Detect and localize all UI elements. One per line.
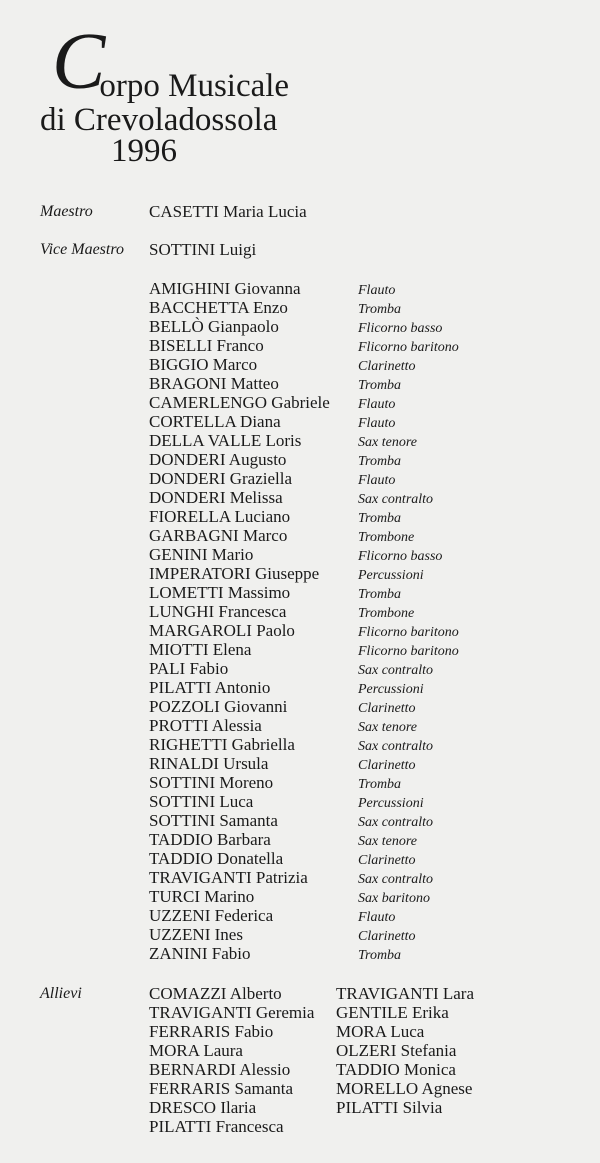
- member-name: DONDERI Melissa: [149, 488, 283, 507]
- member-instrument: Tromba: [358, 378, 402, 393]
- allievo-name: MORA Laura: [149, 1041, 243, 1060]
- member-instrument: Percussioni: [358, 568, 424, 583]
- member-name: BISELLI Franco: [149, 336, 264, 355]
- member-name: BIGGIO Marco: [149, 355, 258, 374]
- member-row: [0, 868, 600, 887]
- member-row: [0, 887, 600, 906]
- member-instrument: Percussioni: [358, 682, 424, 697]
- member-name: ZANINI Fabio: [149, 944, 251, 963]
- member-row: [0, 545, 600, 564]
- member-name: MARGAROLI Paolo: [149, 621, 295, 640]
- member-name: TADDIO Donatella: [149, 849, 284, 868]
- member-instrument: Sax tenore: [358, 720, 417, 735]
- member-row: [0, 849, 600, 868]
- member-row: [0, 773, 600, 792]
- member-instrument: Tromba: [358, 302, 402, 317]
- allievo-name: MORA Luca: [336, 1022, 425, 1041]
- member-instrument: Sax contralto: [358, 872, 434, 887]
- member-instrument: Tromba: [358, 948, 402, 963]
- allievo-name: TRAVIGANTI Geremia: [149, 1003, 315, 1022]
- member-row: [0, 450, 600, 469]
- member-name: DONDERI Augusto: [149, 450, 287, 469]
- member-row: [0, 564, 600, 583]
- title-line-1-text: orpo Musicale: [99, 68, 290, 104]
- member-name: GARBAGNI Marco: [149, 526, 288, 545]
- member-instrument: Flicorno baritono: [358, 340, 459, 355]
- title-year: 1996: [111, 133, 177, 169]
- member-name: FIORELLA Luciano: [149, 507, 291, 526]
- allievo-name: COMAZZI Alberto: [149, 984, 282, 1003]
- member-instrument: Sax baritono: [358, 891, 430, 906]
- role-vice-maestro-label: Vice Maestro: [40, 241, 124, 258]
- member-row: [0, 754, 600, 773]
- member-row: [0, 640, 600, 659]
- allievo-name: MORELLO Agnese: [336, 1079, 473, 1098]
- member-instrument: Tromba: [358, 777, 402, 792]
- member-name: LOMETTI Massimo: [149, 583, 291, 602]
- member-instrument: Flauto: [358, 283, 396, 298]
- allievo-name: GENTILE Erika: [336, 1003, 449, 1022]
- member-row: [0, 583, 600, 602]
- allievi-column-1: [149, 984, 314, 1136]
- member-row: [0, 830, 600, 849]
- member-name: AMIGHINI Giovanna: [149, 279, 301, 298]
- member-name: DONDERI Graziella: [149, 469, 293, 488]
- vice-maestro-name: SOTTINI Luigi: [149, 240, 257, 259]
- member-name: UZZENI Federica: [149, 906, 274, 925]
- member-row: [0, 431, 600, 450]
- member-instrument: Clarinetto: [358, 359, 416, 374]
- allievo-name: TRAVIGANTI Lara: [336, 984, 475, 1003]
- member-instrument: Sax contralto: [358, 492, 434, 507]
- member-row: [0, 735, 600, 754]
- title-line-2: di Crevoladossola: [40, 102, 278, 138]
- member-name: SOTTINI Samanta: [149, 811, 278, 830]
- member-name: CORTELLA Diana: [149, 412, 281, 431]
- member-instrument: Flicorno basso: [358, 549, 443, 564]
- allievo-name: DRESCO Ilaria: [149, 1098, 257, 1117]
- member-name: BACCHETTA Enzo: [149, 298, 288, 317]
- title-line-1: [52, 18, 290, 106]
- member-name: PILATTI Antonio: [149, 678, 271, 697]
- member-instrument: Flauto: [358, 473, 396, 488]
- allievo-name: FERRARIS Samanta: [149, 1079, 294, 1098]
- member-instrument: Flauto: [358, 910, 396, 925]
- member-instrument: Tromba: [358, 511, 402, 526]
- allievi-label: Allievi: [40, 985, 82, 1002]
- member-row: [0, 526, 600, 545]
- member-name: TRAVIGANTI Patrizia: [149, 868, 308, 887]
- member-instrument: Clarinetto: [358, 929, 416, 944]
- member-name: POZZOLI Giovanni: [149, 697, 288, 716]
- member-row: [0, 621, 600, 640]
- member-name: TADDIO Barbara: [149, 830, 271, 849]
- member-instrument: Flauto: [358, 416, 396, 431]
- member-name: CAMERLENGO Gabriele: [149, 393, 330, 412]
- member-name: SOTTINI Luca: [149, 792, 254, 811]
- allievo-name: TADDIO Monica: [336, 1060, 456, 1079]
- member-row: [0, 393, 600, 412]
- member-row: [0, 317, 600, 336]
- member-name: PALI Fabio: [149, 659, 229, 678]
- member-instrument: Clarinetto: [358, 758, 416, 773]
- member-name: PROTTI Alessia: [149, 716, 262, 735]
- member-row: [0, 697, 600, 716]
- member-row: [0, 412, 600, 431]
- allievo-name: PILATTI Francesca: [149, 1117, 284, 1136]
- member-name: BRAGONI Matteo: [149, 374, 279, 393]
- member-row: [0, 811, 600, 830]
- member-instrument: Trombone: [358, 606, 415, 621]
- member-instrument: Flicorno baritono: [358, 625, 459, 640]
- member-row: [0, 678, 600, 697]
- member-instrument: Sax tenore: [358, 834, 417, 849]
- member-instrument: Clarinetto: [358, 853, 416, 868]
- member-name: UZZENI Ines: [149, 925, 243, 944]
- member-instrument: Sax contralto: [358, 815, 434, 830]
- member-row: [0, 944, 600, 963]
- member-name: BELLÒ Gianpaolo: [149, 317, 279, 336]
- member-row: [0, 488, 600, 507]
- allievo-name: PILATTI Silvia: [336, 1098, 443, 1117]
- allievo-name: FERRARIS Fabio: [149, 1022, 274, 1041]
- maestro-name: CASETTI Maria Lucia: [149, 202, 307, 221]
- member-row: [0, 374, 600, 393]
- member-name: IMPERATORI Giuseppe: [149, 564, 320, 583]
- member-row: [0, 355, 600, 374]
- member-instrument: Sax tenore: [358, 435, 417, 450]
- member-name: DELLA VALLE Loris: [149, 431, 302, 450]
- member-instrument: Flicorno baritono: [358, 644, 459, 659]
- members-list: [0, 279, 600, 963]
- member-row: [0, 716, 600, 735]
- member-row: [0, 298, 600, 317]
- role-maestro-label: Maestro: [40, 203, 93, 220]
- member-instrument: Sax contralto: [358, 739, 434, 754]
- member-instrument: Percussioni: [358, 796, 424, 811]
- member-row: [0, 906, 600, 925]
- member-instrument: Tromba: [358, 454, 402, 469]
- member-name: TURCI Marino: [149, 887, 255, 906]
- member-name: RIGHETTI Gabriella: [149, 735, 295, 754]
- member-row: [0, 507, 600, 526]
- member-name: MIOTTI Elena: [149, 640, 252, 659]
- allievo-name: BERNARDI Alessio: [149, 1060, 291, 1079]
- member-row: [0, 336, 600, 355]
- member-instrument: Trombone: [358, 530, 415, 545]
- member-row: [0, 602, 600, 621]
- member-name: LUNGHI Francesca: [149, 602, 287, 621]
- member-instrument: Sax contralto: [358, 663, 434, 678]
- member-row: [0, 469, 600, 488]
- title-initial: C: [52, 18, 106, 106]
- member-row: [0, 279, 600, 298]
- member-name: GENINI Mario: [149, 545, 254, 564]
- member-instrument: Tromba: [358, 587, 402, 602]
- member-instrument: Clarinetto: [358, 701, 416, 716]
- member-name: RINALDI Ursula: [149, 754, 269, 773]
- allievi-column-2: [336, 984, 474, 1117]
- member-row: [0, 792, 600, 811]
- member-instrument: Flauto: [358, 397, 396, 412]
- allievo-name: OLZERI Stefania: [336, 1041, 457, 1060]
- member-row: [0, 659, 600, 678]
- member-row: [0, 925, 600, 944]
- member-name: SOTTINI Moreno: [149, 773, 274, 792]
- member-instrument: Flicorno basso: [358, 321, 443, 336]
